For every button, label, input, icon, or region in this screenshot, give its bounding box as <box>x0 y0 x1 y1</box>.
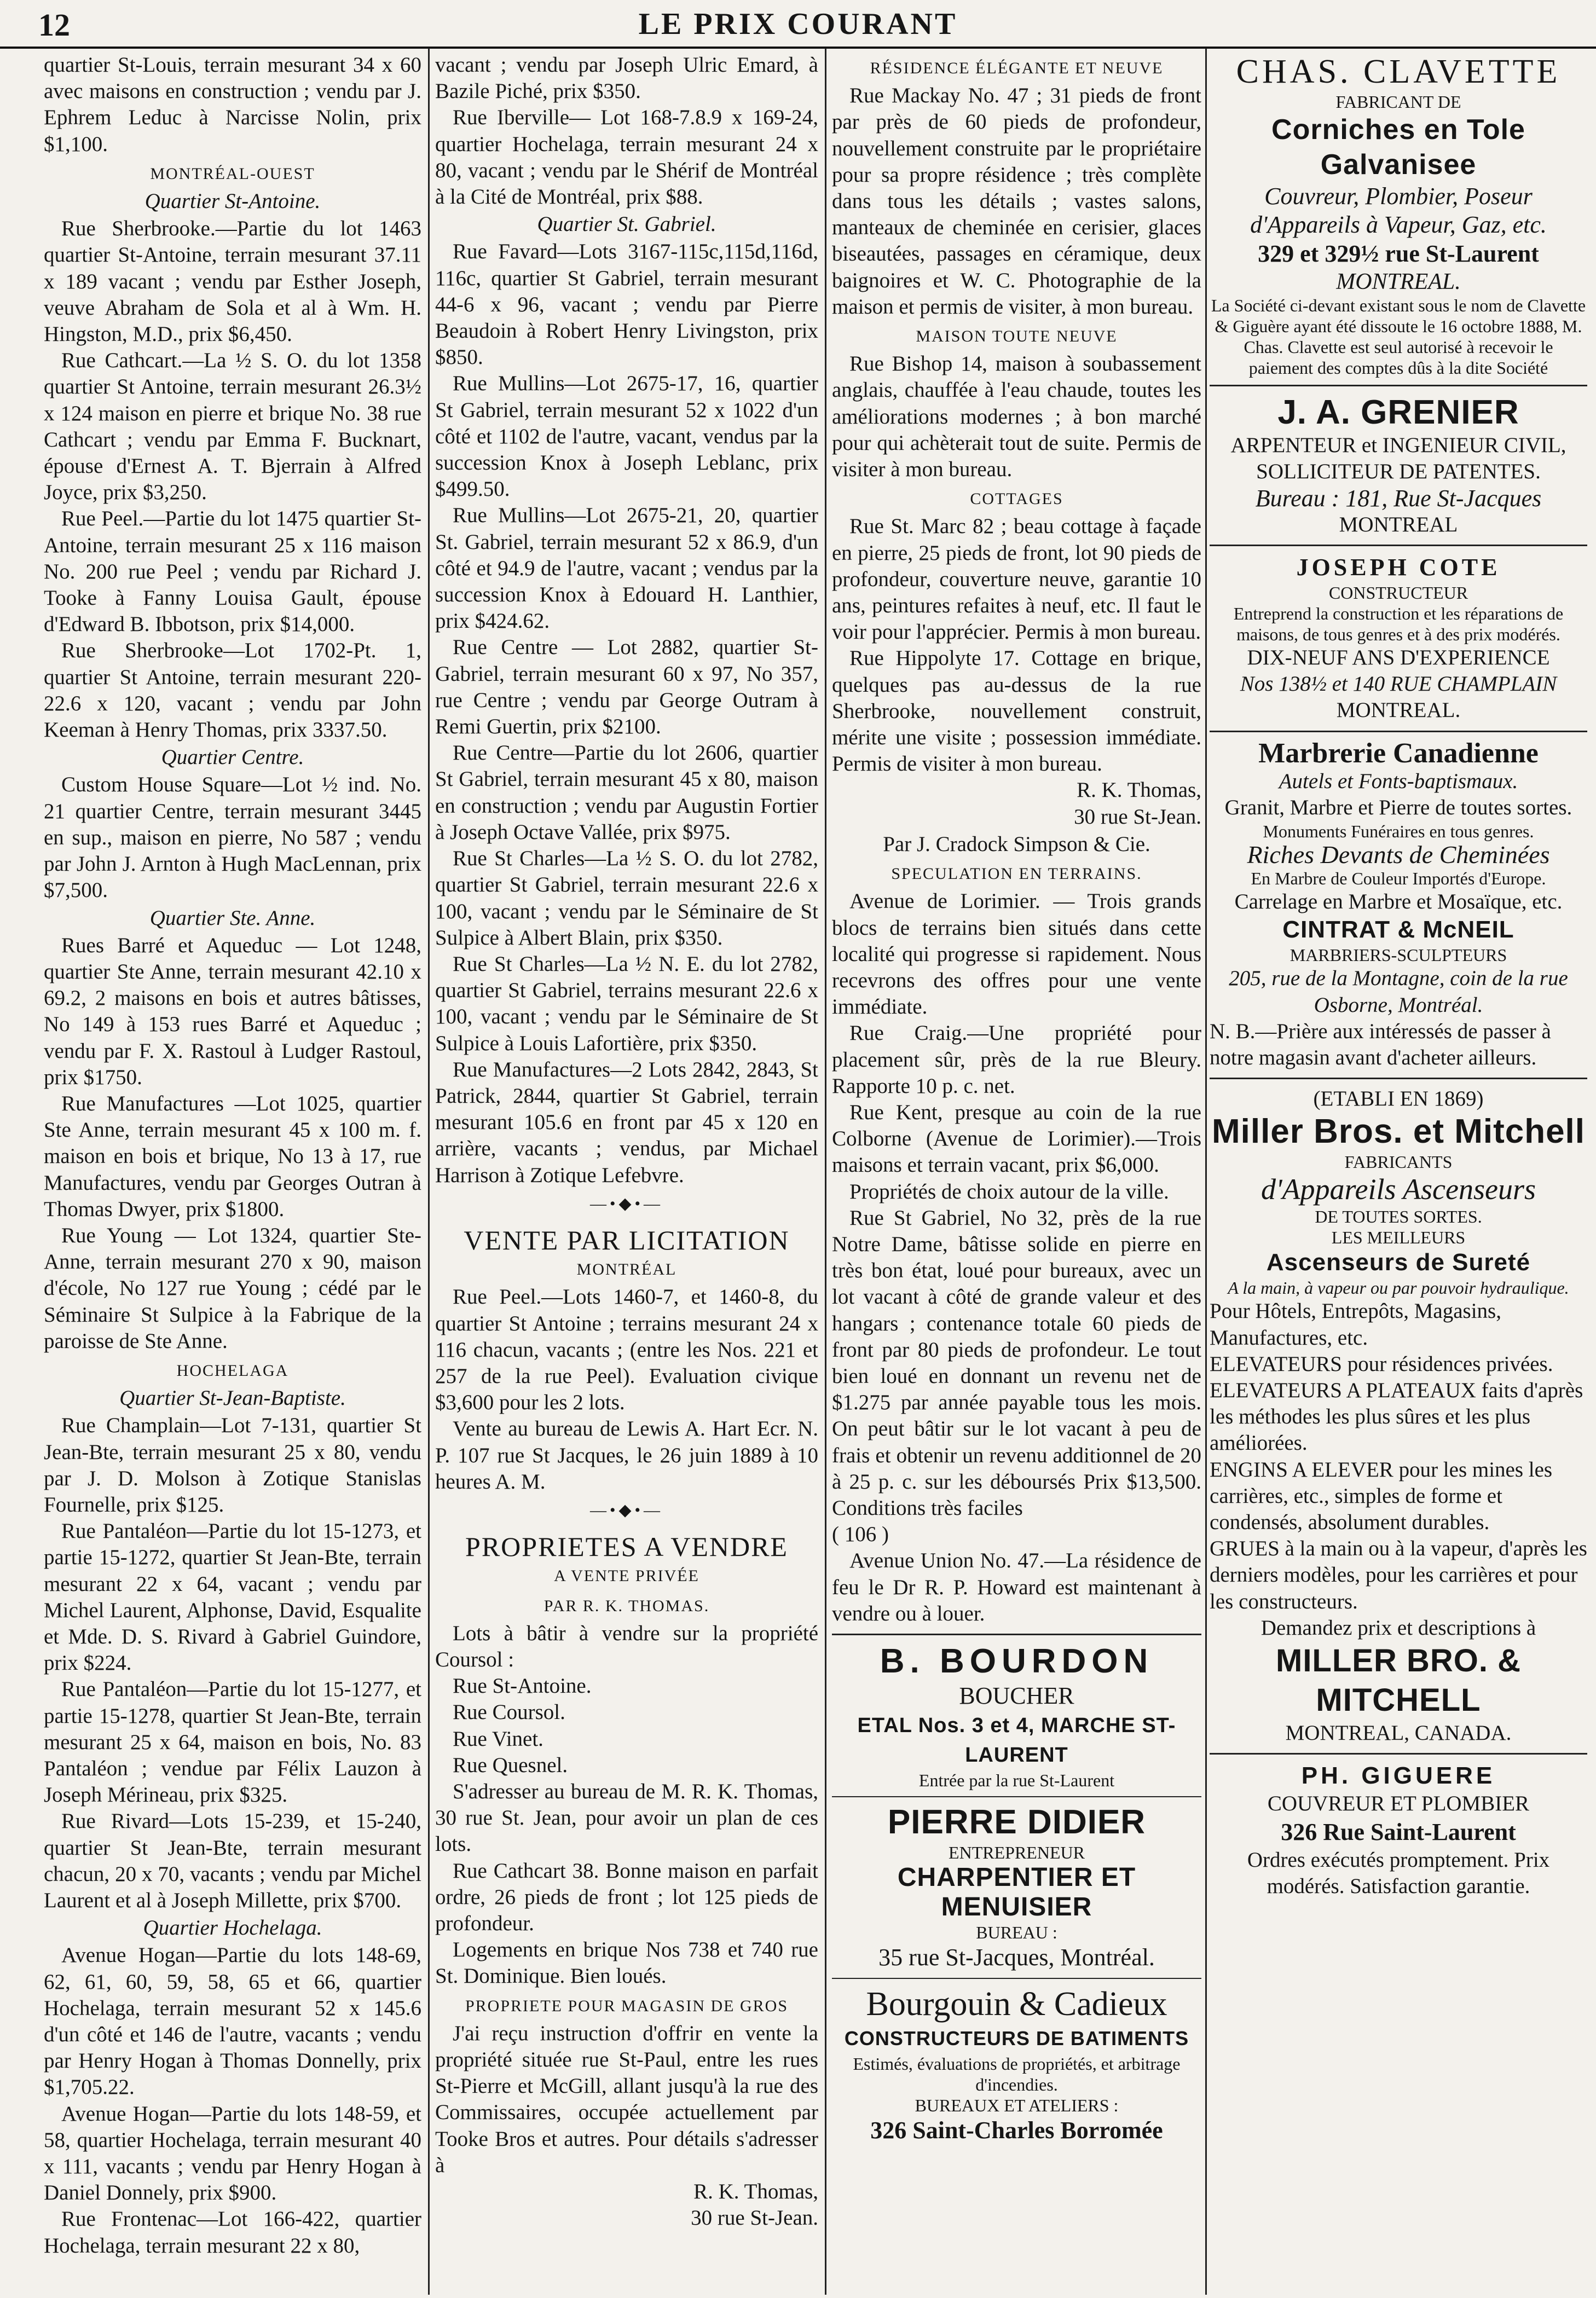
subsection-heading: Quartier Ste. Anne. <box>149 906 316 930</box>
section-heading: MONTRÉAL <box>576 1260 677 1279</box>
listing-paragraph: Rue Frontenac—Lot 166-422, quartier Hochelaga, terrain mesurant 22 x 80, <box>44 2207 421 2258</box>
ad-grenier-address: Bureau : 181, Rue St-Jacques <box>1255 484 1542 512</box>
listing-paragraph: Rue St Charles—La ½ S. O. du lot 2782, quartier St Gabriel, terrain mesurant 22.6 x 100, vacant ; vendu par le Séminaire de St Sulpice à Albert Blain, prix $350. <box>435 847 818 950</box>
ad-clavette-name: CHAS. CLAVETTE <box>1236 53 1561 90</box>
ad-divider <box>832 1978 1201 1979</box>
page-title: LE PRIX COURANT <box>638 7 958 41</box>
ad-cote <box>1210 553 1587 724</box>
listing-paragraph: Rue Champlain—Lot 7-131, quartier St Jean-Bte, terrain mesurant 25 x 80, vendu par J. D. Molson à Zotique Stanislas Fournelle, prix $125. <box>44 1414 421 1516</box>
column-4 <box>1210 52 1587 2288</box>
ad-miller-city: MONTREAL, CANADA. <box>1285 1721 1512 1745</box>
ad-divider <box>1210 1078 1587 1079</box>
listing-paragraph: Rue Centre—Partie du lot 2606, quartier St Gabriel, terrain mesurant 45 x 80, maison en construction ; vendu par Augustin Fortier à Joseph Octave Vallée, prix $975. <box>435 741 818 844</box>
listing-paragraph: Rue Kent, presque au coin de la rue Colborne (Avenue de Lorimier).—Trois maisons et terrain vacant, prix $6,000. <box>832 1100 1201 1177</box>
ad-didier-trade: CHARPENTIER ET MENUISIER <box>897 1862 1136 1921</box>
listing-paragraph: Rue Centre — Lot 2882, quartier St-Gabriel, terrain mesurant 60 x 97, No 357, rue Centre ; vendu par George Outram à Remi Guertin, prix $2100. <box>435 635 818 739</box>
ad-giguere-role: COUVREUR ET PLOMBIER <box>1267 1792 1530 1816</box>
subsection-heading: Quartier St-Antoine. <box>144 189 321 213</box>
ad-giguere-line: Ordres exécutés promptement. Prix modérés. Satisfaction garantie. <box>1247 1848 1550 1898</box>
signature: 30 rue St-Jean. <box>1074 804 1201 829</box>
listing-paragraph: Rue Sherbrooke—Lot 1702-Pt. 1, quartier St Antoine, terrain mesurant 220-22.6 x 120, vacant ; vendu par John Keeman à Henry Thomas, prix 3337.50. <box>44 639 421 742</box>
listing-paragraph: Rue Peel.—Lots 1460-7, et 1460-8, du quartier St Antoine ; terrains mesurant 24 x 116 chacun, vacants ; (entre les Nos. 221 et 257 de la rue Peel). Evaluation civique $3,600 pour les 2 lots. <box>435 1285 818 1415</box>
signature: 30 rue St-Jean. <box>691 2206 818 2230</box>
section-heading: COTTAGES <box>970 490 1063 508</box>
column-rule <box>1205 48 1207 2295</box>
listing-paragraph: Avenue Hogan—Partie du lots 148-59, et 58, quartier Hochelaga, terrain mesurant 40 x 111, vacants ; vendu par Henry Hogan à Daniel Donnely, prix $900. <box>44 2102 421 2205</box>
ad-giguere-name: PH. GIGUERE <box>1301 1762 1496 1790</box>
ad-bourdon-address: ETAL Nos. 3 et 4, MARCHE ST-LAURENT <box>857 1714 1176 1767</box>
ad-bourdon-trade: BOUCHER <box>959 1682 1074 1709</box>
article-heading: VENTE PAR LICITATION <box>464 1224 790 1255</box>
ad-clavette-city: MONTREAL. <box>1336 269 1461 294</box>
section-heading: MAISON TOUTE NEUVE <box>916 327 1118 346</box>
listing-paragraph: S'adresser au bureau de M. R. K. Thomas, 30 rue St. Jean, pour avoir un plan de ces lots. <box>435 1780 818 1856</box>
ad-bourgouin-desc: Estimés, évaluations de propriétés, et arbitrage d'incendies. <box>853 2053 1181 2094</box>
ad-miller-line: ELEVATEURS A PLATEAUX faits d'après les méthodes les plus sûres et les plus améliorées. <box>1210 1379 1583 1455</box>
listing-paragraph: Rue Pantaléon—Partie du lot 15-1273, et partie 15-1272, quartier St Jean-Bte, terrain mesurant 22 x 64, vacant ; vendu par Michel Laurent, Alphonse, David, Esqualite et Mde. D. S. Rivard à Gabriel Guindore, prix $224. <box>44 1519 421 1675</box>
ad-bourgouin-trade: CONSTRUCTEURS DE BATIMENTS <box>844 2027 1189 2050</box>
ad-marbrerie-address: 205, rue de la Montagne, coin de la rue Osborne, Montréal. <box>1229 966 1568 1017</box>
listing-paragraph: Rue Pantaléon—Partie du lot 15-1277, et partie 15-1278, quartier St Jean-Bte, terrain mesurant 25 x 64, maison en bois, No. 83 Pantaléon ; vendue par Félix Lauzon à Joseph Mérineau, prix $325. <box>44 1677 421 1807</box>
listing-paragraph: Rue Young — Lot 1324, quartier Ste-Anne, terrain mesurant 270 x 90, maison d'école, No 127 rue Young ; cédé par le Séminaire St Sulpice à la Fabrique de la paroisse de Ste Anne. <box>44 1223 421 1353</box>
ad-clavette-address: 329 et 329½ rue St-Laurent <box>1258 240 1539 267</box>
listing-paragraph: vacant ; vendu par Joseph Ulric Emard, à Bazile Piché, prix $350. <box>435 53 818 103</box>
column-1 <box>44 52 421 2288</box>
section-heading: SPECULATION EN TERRAINS. <box>891 865 1142 883</box>
ad-didier-name: PIERRE DIDIER <box>887 1803 1146 1841</box>
ad-divider <box>1210 545 1587 546</box>
section-heading: HOCHELAGA <box>176 1361 289 1380</box>
listing-paragraph: Rue St. Marc 82 ; beau cottage à façade en pierre, 25 pieds de front, lot 90 pieds de profondeur, couverture neuve, garantie 10 ans, peintures refaites à neuf, etc. Il faut le voir pour l'apprécier. Permis à mon bureau. <box>832 514 1201 644</box>
ad-divider <box>1210 731 1587 732</box>
street-item: Rue Quesnel. <box>453 1753 568 1777</box>
listing-paragraph: Logements en brique Nos 738 et 740 rue St. Dominique. Bien loués. <box>435 1938 818 1988</box>
agent-byline: Par J. Cradock Simpson & Cie. <box>883 832 1150 856</box>
ad-marbrerie-line: Carrelage en Marbre et Mosaïque, etc. <box>1234 890 1563 914</box>
listing-paragraph: Rue Sherbrooke.—Partie du lot 1463 quartier St-Antoine, terrain mesurant 37.11 x 189 vacant ; vendu par Esther Joseph, veuve Abraham de Sola et al à Wm. H. Hingston, M.D., prix $6,450. <box>44 217 421 346</box>
section-heading: PROPRIETE POUR MAGASIN DE GROS <box>465 1996 789 2015</box>
ad-bourgouin-name: Bourgouin & Cadieux <box>866 1985 1167 2023</box>
ad-giguere <box>1210 1761 1587 1900</box>
ad-marbrerie-line: Riches Devants de Cheminées <box>1247 841 1550 869</box>
ad-cote-experience: DIX-NEUF ANS D'EXPERIENCE <box>1247 646 1550 670</box>
ad-clavette-role: FABRICANT DE <box>1335 92 1461 112</box>
ad-miller-line: GRUES à la main ou à la vapeur, d'après les derniers modèles, pour les carrières et pour les constructeurs. <box>1210 1537 1587 1613</box>
ad-miller-best: LES MEILLEURS <box>1331 1228 1466 1248</box>
listing-paragraph: Rue Mullins—Lot 2675-17, 16, quartier St Gabriel, terrain mesurant 52 x 1022 d'un côté et 1102 de l'autre, vacant, vendus par la succession Knox à Joseph Leblanc, prix $499.50. <box>435 372 818 501</box>
ad-divider <box>832 1796 1201 1797</box>
ad-divider <box>1210 385 1587 386</box>
ad-miller-bros <box>1210 1086 1587 1746</box>
article-heading: PROPRIETES A VENDRE <box>465 1531 788 1562</box>
ornament-divider: —•◆•— <box>589 1194 664 1213</box>
ad-marbrerie-line: MARBRIERS-SCULPTEURS <box>1289 945 1507 965</box>
street-item: Rue St-Antoine. <box>453 1674 592 1698</box>
ad-marbrerie-name: Marbrerie Canadienne <box>1258 737 1539 769</box>
ad-miller-line: Demandez prix et descriptions à <box>1260 1616 1536 1640</box>
listing-paragraph: J'ai reçu instruction d'offrir en vente la propriété située rue St-Paul, entre les rues St-Pierre et McGill, allant jusqu'à la rue des Commissaires, occupée actuellement par Tooke Bros et autres. Pour détails s'adresser à <box>435 2021 818 2177</box>
street-item: Rue Vinet. <box>453 1727 543 1751</box>
ad-cote-city: MONTREAL. <box>1336 698 1461 722</box>
section-heading: MONTRÉAL-OUEST <box>150 164 315 183</box>
ad-marbrerie-firm: CINTRAT & McNEIL <box>1282 916 1514 943</box>
ad-miller-line: ELEVATEURS pour résidences privées. <box>1210 1352 1553 1376</box>
ornament-divider: —•◆•— <box>589 1501 664 1519</box>
subsection-heading: Quartier Hochelaga. <box>143 1916 322 1940</box>
ad-grenier <box>1210 393 1587 538</box>
ad-grenier-role: ARPENTEUR et INGENIEUR CIVIL, <box>1230 433 1566 458</box>
section-heading: A VENTE PRIVÉE <box>554 1567 699 1585</box>
ad-clavette <box>1210 52 1587 378</box>
ad-didier-role: ENTREPRENEUR <box>949 1842 1085 1862</box>
listing-paragraph: Rues Barré et Aqueduc — Lot 1248, quartier Ste Anne, terrain mesurant 42.10 x 69.2, 2 maisons en bois et autres bâtisses, No 149 à 153 rues Barré et Aqueduc ; vendu par F. X. Rastoul à Ludger Rastoul, prix $1750. <box>44 933 421 1089</box>
listing-paragraph: Rue Manufactures—2 Lots 2842, 2843, St Patrick, 2844, quartier St Gabriel, terrain mesurant 105.6 en front par 45 x 120 en arrière, vacants ; vendus, par Michael Harrison à Zotique Lefebvre. <box>435 1057 818 1187</box>
listing-paragraph: Rue Cathcart 38. Bonne maison en parfait ordre, 26 pieds de front ; lot 125 pieds de profondeur. <box>435 1859 818 1936</box>
ad-cote-role: CONSTRUCTEUR <box>1328 583 1468 603</box>
ad-miller-big-name: MILLER BRO. & MITCHELL <box>1276 1643 1521 1718</box>
column-rule <box>825 48 826 2295</box>
ad-grenier-name: J. A. GRENIER <box>1277 393 1519 432</box>
ad-didier <box>832 1803 1201 1972</box>
ad-miller-safe: Ascenseurs de Sureté <box>1266 1249 1531 1276</box>
listing-paragraph: Custom House Square—Lot ½ ind. No. 21 quartier Centre, terrain mesurant 3445 en sup., maison en pierre, No 587 ; vendu par John J. Arnton à Hugh MacLennan, prix $7,500. <box>44 773 421 902</box>
section-heading: PAR R. K. THOMAS. <box>543 1596 710 1615</box>
listing-paragraph: Rue Hippolyte 17. Cottage en brique, quelques pas au-dessus de la rue Sherbrooke, nouvellement construit, mérite une visite ; possession immédiate. Permis de visiter à mon bureau. <box>832 646 1201 776</box>
ad-didier-address: 35 rue St-Jacques, Montréal. <box>878 1943 1155 1971</box>
ad-bourdon-name: B. BOURDON <box>880 1642 1154 1680</box>
listing-paragraph: Avenue de Lorimier. — Trois grands blocs de terrains bien situés dans cette localité qui progresse si rapidement. Nous recevrons des offres pour une vente immédiate. <box>832 889 1201 1019</box>
ad-marbrerie-line: Monuments Funéraires en tous genres. <box>1263 821 1534 842</box>
listing-paragraph: Rue Iberville— Lot 168-7.8.9 x 169-24, quartier Hochelaga, terrain mesurant 24 x 80, vacant ; vendu par le Shérif de Montréal à la Cité de Montréal, prix $88. <box>435 106 818 209</box>
ad-clavette-product: Corniches en Tole Galvanisee <box>1271 114 1525 181</box>
subsection-heading: Quartier St-Jean-Baptiste. <box>119 1386 346 1410</box>
ad-cote-address: Nos 138½ et 140 RUE CHAMPLAIN <box>1240 672 1557 696</box>
ad-bourgouin <box>832 1984 1201 2145</box>
ad-cote-desc: Entreprend la construction et les réparations de maisons, de tous genres et à des prix modérés. <box>1233 604 1564 645</box>
ad-miller-line: ENGINS A ELEVER pour les mines les carrières, etc., simples de forme et condensés, absolument durables. <box>1210 1457 1553 1535</box>
ad-clavette-desc: Couvreur, Plombier, Poseur d'Appareils à Vapeur, Gaz, etc. <box>1250 183 1547 238</box>
column-2 <box>435 52 818 2288</box>
ad-bourdon-entry: Entrée par la rue St-Laurent <box>918 1770 1115 1790</box>
ad-miller-name: Miller Bros. et Mitchell <box>1211 1113 1586 1151</box>
ad-marbrerie-line: Granit, Marbre et Pierre de toutes sortes. <box>1224 795 1572 819</box>
listing-reference: ( 106 ) <box>832 1523 889 1547</box>
listing-paragraph: quartier St-Louis, terrain mesurant 34 x 60 avec maisons en construction ; vendu par J. Ephrem Leduc à Narcisse Nolin, prix $1,100. <box>44 53 421 156</box>
ad-miller-power: A la main, à vapeur ou par pouvoir hydraulique. <box>1228 1278 1569 1298</box>
signature: R. K. Thomas, <box>1077 778 1201 802</box>
ad-divider <box>1210 1753 1587 1755</box>
listing-paragraph: Propriétés de choix autour de la ville. <box>849 1179 1169 1203</box>
ad-didier-bureau: BUREAU : <box>976 1922 1057 1942</box>
ad-grenier-role-2: SOLLICITEUR DE PATENTES. <box>1256 460 1541 484</box>
ad-marbrerie-line: Autels et Fonts-baptismaux. <box>1279 769 1518 793</box>
ad-bourgouin-address: 326 Saint-Charles Borromée <box>870 2116 1163 2144</box>
ad-cote-name: JOSEPH COTE <box>1296 554 1501 581</box>
ad-marbrerie <box>1210 739 1587 1072</box>
listing-paragraph: Avenue Union No. 47.—La résidence de feu le Dr R. P. Howard est maintenant à vendre ou à louer. <box>832 1549 1201 1625</box>
listing-paragraph: Rue St Gabriel, No 32, près de la rue Notre Dame, bâtisse solide en pierre en très bon état, loué pour bureaux, avec un lot vacant à côté de grande valeur et des hangars ; contenance totale 60 pieds de front par 80 pieds de profondeur. Le tout bien loué en donnant un revenu net de $1.275 par année payable tous les mois. On peut bâtir sur le lot vacant à peu de frais et obtenir un revenu additionnel de 20 à 25 p. c. sur les déboursés Prix $13,500. Conditions très faciles <box>832 1206 1201 1520</box>
listing-paragraph: Rue Peel.—Partie du lot 1475 quartier St-Antoine, terrain mesurant 25 x 116 maison No. 200 rue Peel ; vendu par Richard J. Tooke à Fanny Louisa Gault, épouse d'Edward B. Ibbotson, prix $14,000. <box>44 507 421 636</box>
column-rule <box>428 48 430 2295</box>
ad-divider <box>832 1634 1201 1635</box>
ad-bourgouin-bureaux: BUREAUX ET ATELIERS : <box>915 2095 1119 2115</box>
listing-paragraph: Rue Bishop 14, maison à soubassement anglais, chauffée à l'eau chaude, toutes les améliorations modernes ; à bon marché pour qui achèterait tout de suite. Permis de visiter à mon bureau. <box>832 352 1201 482</box>
ad-miller-product: d'Appareils Ascenseurs <box>1260 1173 1536 1206</box>
listing-paragraph: Rue Mackay No. 47 ; 31 pieds de front par près de 60 pieds de profondeur, nouvellement construite par le propriétaire pour sa propre résidence ; très complète dans tous les détails ; vastes salons, manteaux de cheminée en cerisier, glaces biseautées, passages en céramique, deux baignoires et W. C. Photographie de la maison et permis de visiter, à mon bureau. <box>832 84 1201 319</box>
ad-miller-role: FABRICANTS <box>1344 1152 1453 1172</box>
page-header <box>0 0 1596 49</box>
street-item: Rue Coursol. <box>453 1700 565 1724</box>
ad-bourdon <box>832 1642 1201 1791</box>
listing-paragraph: Rue Rivard—Lots 15-239, et 15-240, quartier St Jean-Bte, terrain mesurant chacun, 20 x 70, vacants ; vendu par Michel Laurent et al à Joseph Millette, prix $700. <box>44 1809 421 1913</box>
ad-clavette-note: La Société ci-devant existant sous le nom de Clavette & Giguère ayant été dissoute le 16 octobre 1888, M. Chas. Clavette est seul autorisé à recevoir le paiement des comptes dûs à la dite Société <box>1211 296 1586 378</box>
signature: R. K. Thomas, <box>693 2180 818 2204</box>
ad-marbrerie-note: N. B.—Prière aux intéressés de passer à notre magasin avant d'acheter ailleurs. <box>1210 1019 1551 1070</box>
listing-paragraph: Rue St Charles—La ½ N. E. du lot 2782, quartier St Gabriel, terrains mesurant 22.6 x 100, vacant ; vendu par le Séminaire de St Sulpice à Louis Lafortière, prix $350. <box>435 952 818 1055</box>
page-number: 12 <box>38 7 70 43</box>
listing-paragraph: Rue Craig.—Une propriété pour placement sûr, près de la rue Bleury. Rapporte 10 p. c. net. <box>832 1021 1201 1098</box>
ad-miller-line: Pour Hôtels, Entrepôts, Magasins, Manufactures, etc. <box>1210 1299 1501 1350</box>
listing-paragraph: Rue Cathcart.—La ½ S. O. du lot 1358 quartier St Antoine, terrain mesurant 26.3½ x 124 maison en pierre et brique No. 38 rue Cathcart ; vendu par Emma F. Bucknart, épouse d'Ernest A. T. Bjerrain à Alfred Joyce, prix $3,250. <box>44 349 421 505</box>
listing-paragraph: Avenue Hogan—Partie du lots 148-69, 62, 61, 60, 59, 58, 65 et 66, quartier Hochelaga, terrain mesurant 52 x 145.6 d'un côté et 146 de l'autre, vacants ; vendu par Henry Hogan à Thomas Donnelly, prix $1,705.22. <box>44 1943 421 2099</box>
subsection-heading: Quartier Centre. <box>161 745 304 769</box>
column-3 <box>832 52 1201 2288</box>
listing-paragraph: Rue Mullins—Lot 2675-21, 20, quartier St. Gabriel, terrain mesurant 52 x 86.9, d'un côté et 94.9 de l'autre, vacant ; vendus par la succession Knox à Edouard H. Lanthier, prix $424.62. <box>435 503 818 633</box>
listing-paragraph: Rue Manufactures —Lot 1025, quartier Ste Anne, terrain mesurant 45 x 100 m. f. maison en bois et brique, No 13 à 17, rue Manufactures, vendu par Georges Outran à Thomas Dwyer, prix $1800. <box>44 1091 421 1221</box>
listing-paragraph: Lots à bâtir à vendre sur la propriété Coursol : <box>435 1621 818 1671</box>
section-heading: RÉSIDENCE ÉLÉGANTE ET NEUVE <box>870 59 1164 77</box>
subsection-heading: Quartier St. Gabriel. <box>537 212 716 236</box>
ad-giguere-address: 326 Rue Saint-Laurent <box>1281 1818 1516 1845</box>
ad-miller-sorts: DE TOUTES SORTES. <box>1315 1207 1482 1227</box>
ad-grenier-city: MONTREAL <box>1339 512 1458 536</box>
listing-paragraph: Vente au bureau de Lewis A. Hart Ecr. N. P. 107 rue St Jacques, le 26 juin 1889 à 10 heures A. M. <box>435 1417 818 1494</box>
ad-marbrerie-line: En Marbre de Couleur Importés d'Europe. <box>1251 869 1546 889</box>
listing-paragraph: Rue Favard—Lots 3167-115c,115d,116d, 116c, quartier St Gabriel, terrain mesurant 44-6 x 96, vacant ; vendu par Pierre Beaudoin à Robert Henry Livingston, prix $850. <box>435 240 818 369</box>
ad-miller-established: (ETABLI EN 1869) <box>1313 1087 1484 1111</box>
